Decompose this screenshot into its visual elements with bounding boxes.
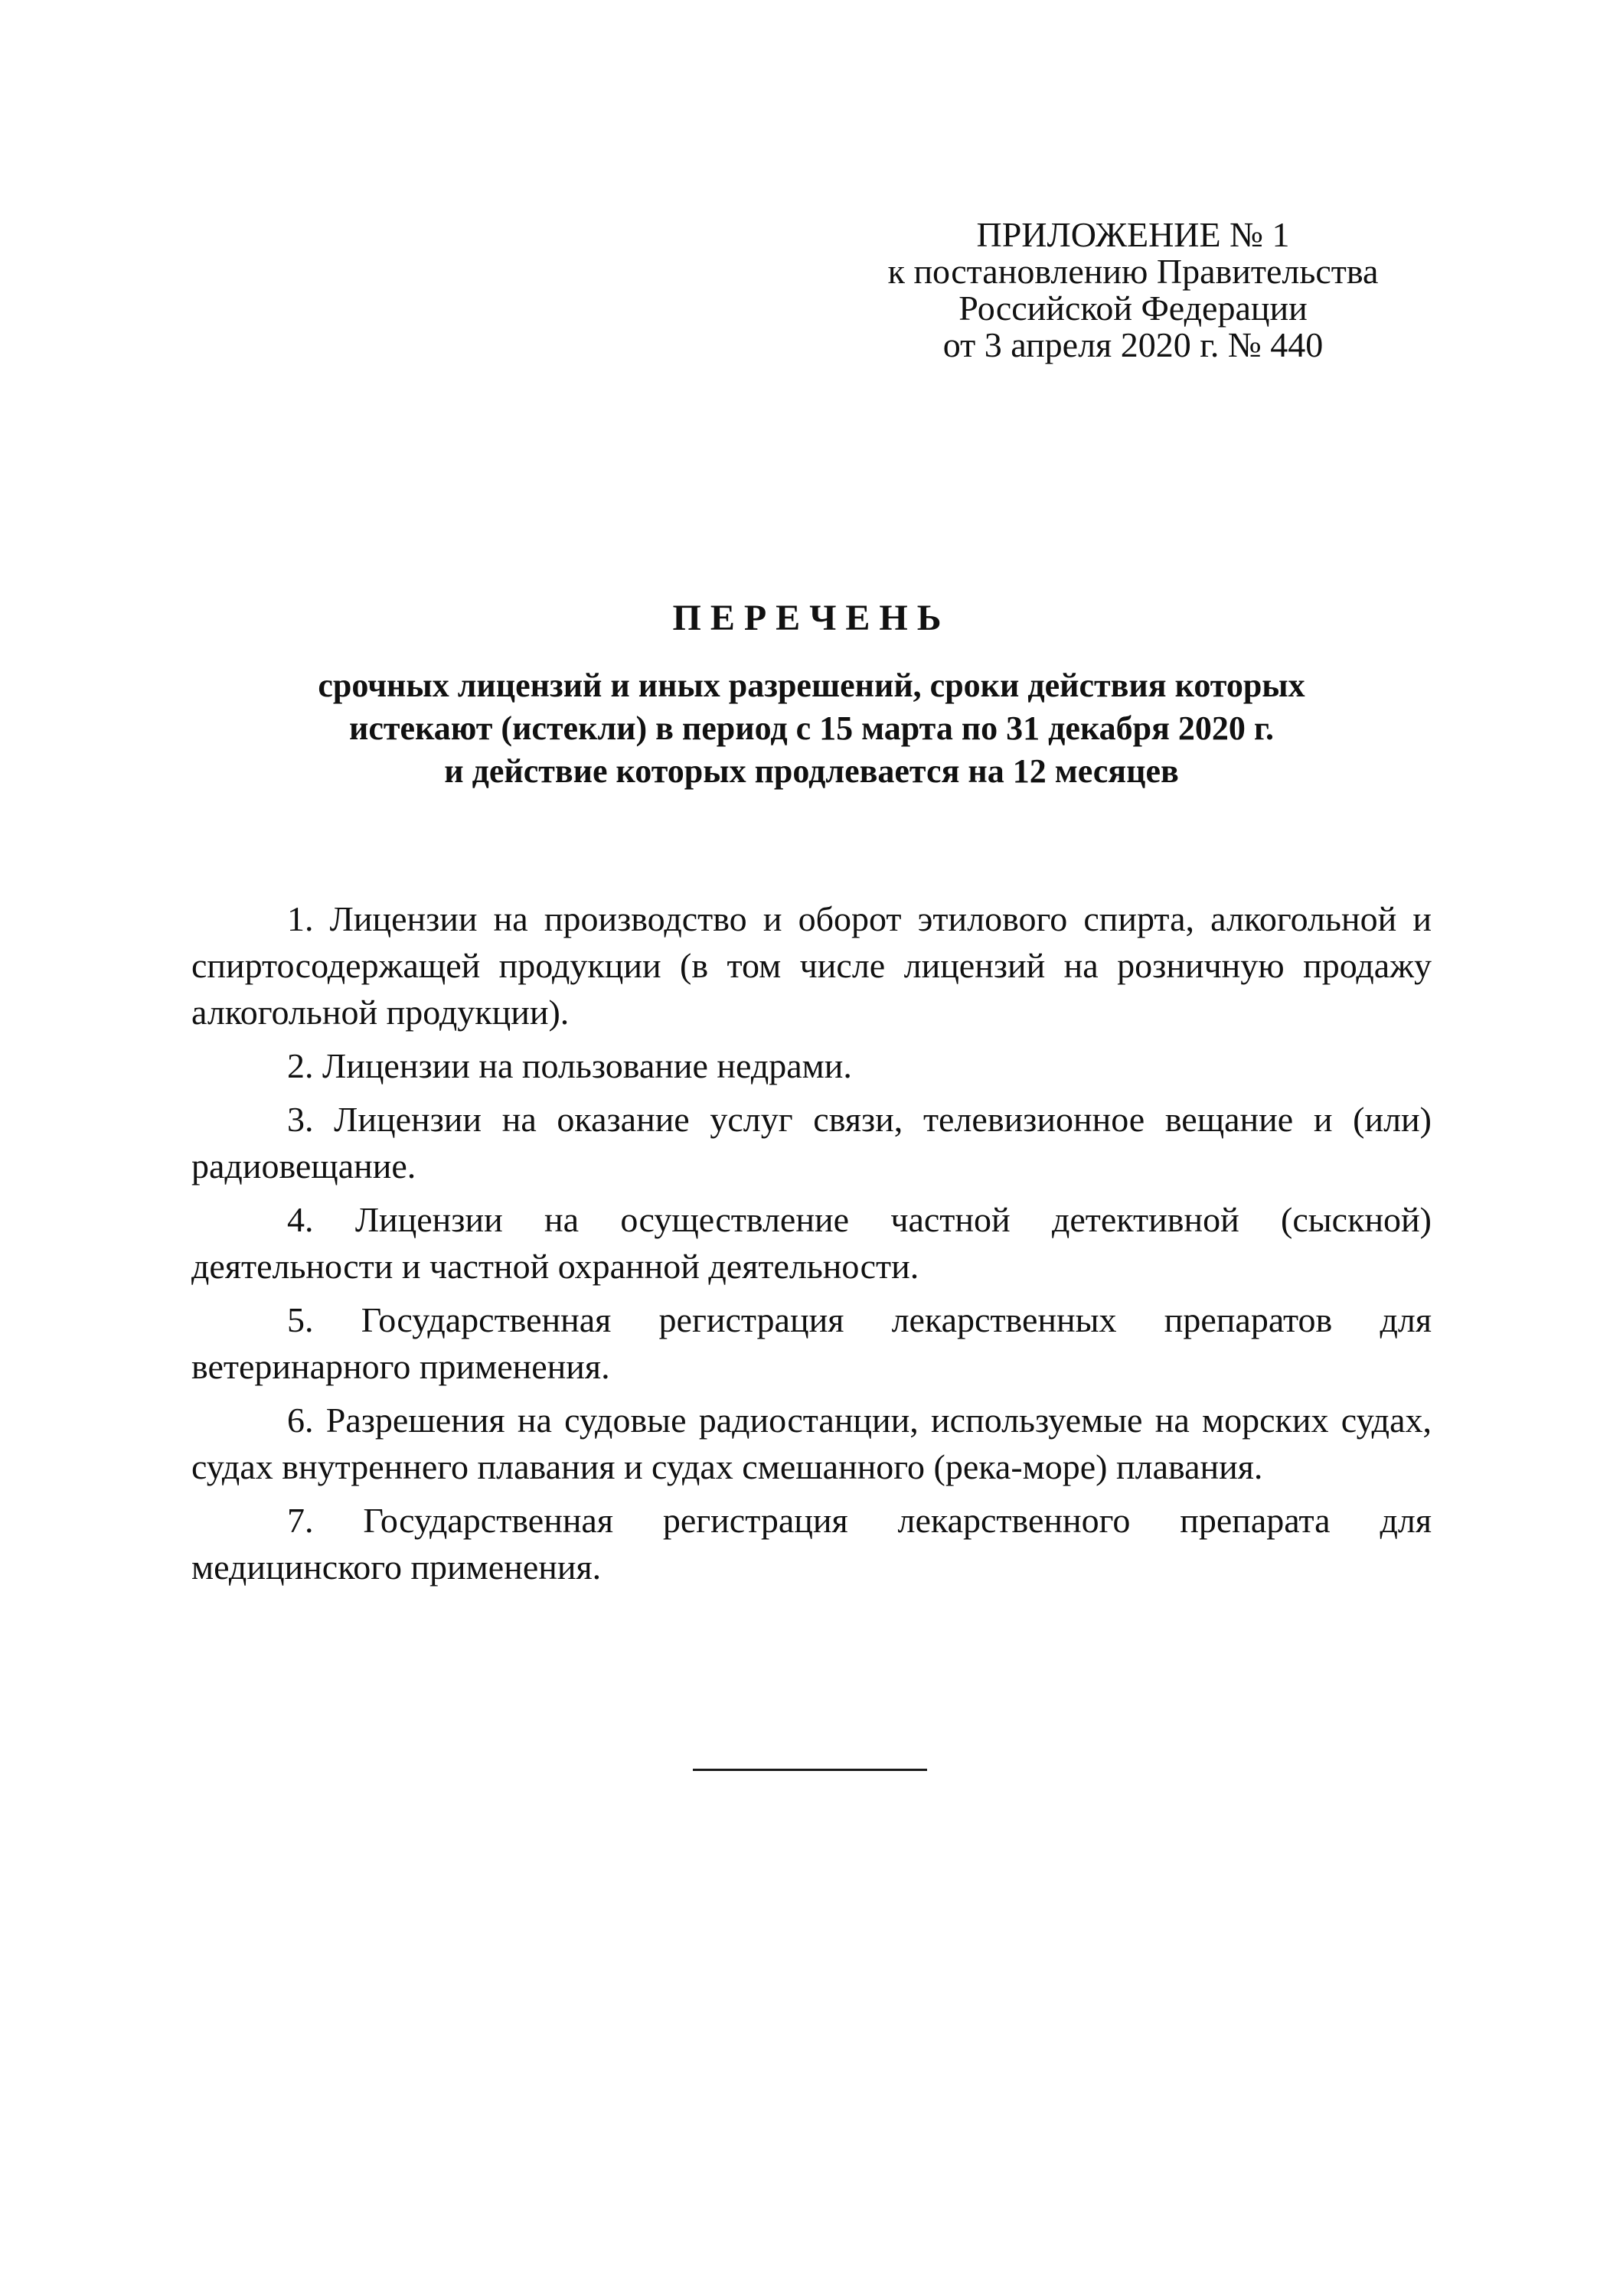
list-item: 3. Лицензии на оказание услуг связи, телевизионное вещание и (или) радиовещание. <box>191 1100 1432 1186</box>
subtitle-line-1: срочных лицензий и иных разрешений, сроки действия которых <box>318 667 1305 704</box>
annex-title: ПРИЛОЖЕНИЕ № 1 <box>976 215 1290 254</box>
list-item: 5. Государственная регистрация лекарственных препаратов для ветеринарного применения. <box>191 1300 1432 1386</box>
annex-reference: к постановлению Правительства <box>887 252 1379 291</box>
subtitle-line-3: и действие которых продлевается на 12 месяцев <box>444 752 1179 790</box>
annex-issuer: Российской Федерации <box>958 289 1308 328</box>
list-item: 1. Лицензии на производство и оборот этилового спирта, алкогольной и спиртосодержащей продукции (в том числе лицензий на розничную продажу алкогольной продукции). <box>191 899 1432 1032</box>
closing-rule <box>693 1769 927 1771</box>
annex-date-number: от 3 апреля 2020 г. № 440 <box>942 325 1324 364</box>
document-subtitle <box>176 664 1447 793</box>
document-title: ПЕРЕЧЕНЬ <box>672 598 951 638</box>
list-item: 6. Разрешения на судовые радиостанции, используемые на морских судах, судах внутреннего плавания и судах смешанного (река-море) плавания. <box>191 1401 1432 1486</box>
annex-header <box>842 217 1424 364</box>
list-item: 2. Лицензии на пользование недрами. <box>287 1046 852 1085</box>
list-item: 4. Лицензии на осуществление частной детективной (сыскной) деятельности и частной охранной деятельности. <box>191 1200 1432 1286</box>
list-item: 7. Государственная регистрация лекарственного препарата для медицинского применения. <box>191 1501 1432 1587</box>
subtitle-line-2: истекают (истекли) в период с 15 марта по 31 декабря 2020 г. <box>349 709 1274 747</box>
license-list <box>191 895 1432 1597</box>
